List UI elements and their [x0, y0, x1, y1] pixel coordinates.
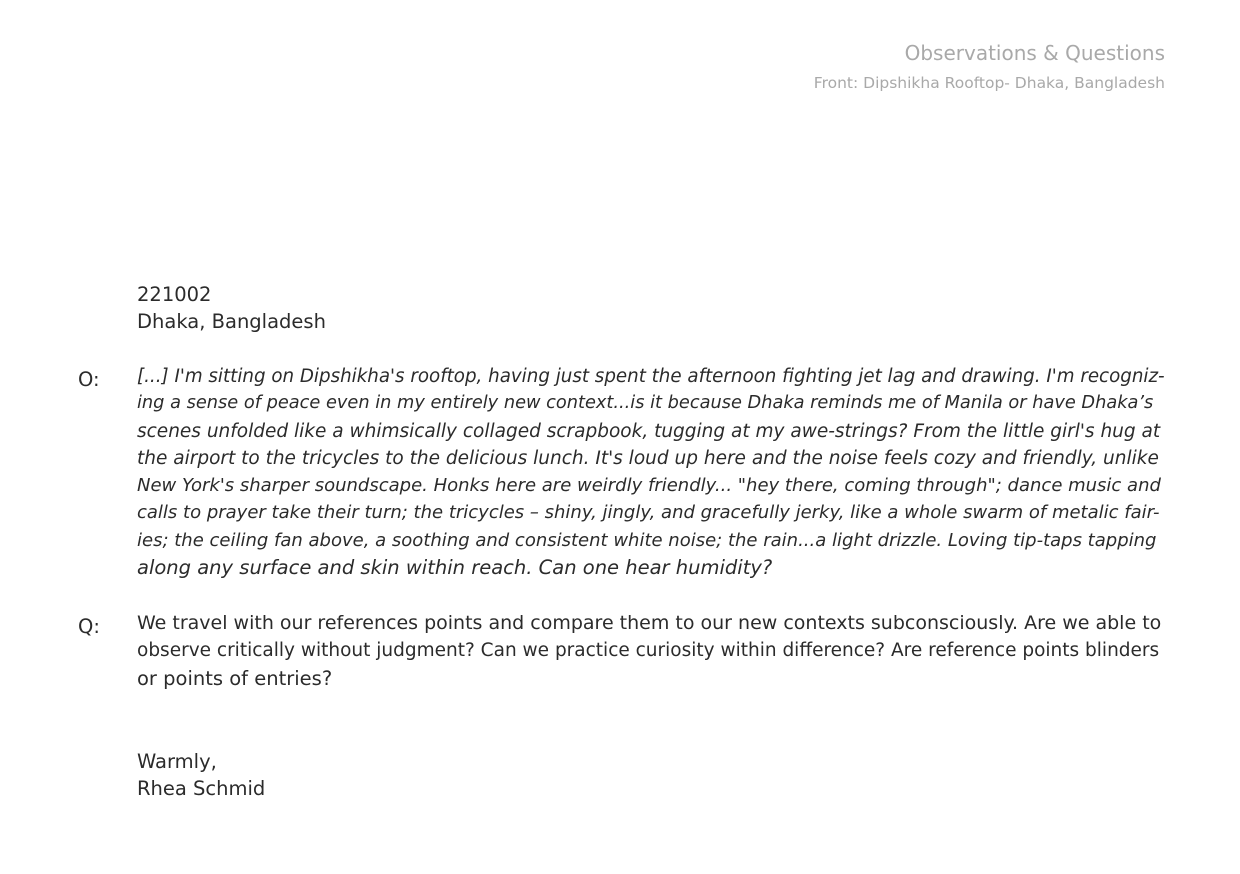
header-title: Observations & Questions: [904, 41, 1165, 65]
signoff-name: Rhea Schmid: [137, 777, 266, 801]
observation-line: ies; the ceiling fan above, a soothing and consistent white noise; the rain...a light drizzle. Loving tip-taps tapping: [137, 529, 1157, 551]
question-line: observe critically without judgment? Can we practice curiosity within difference? Are reference points blinders: [137, 640, 1160, 662]
observation-marker: O:: [78, 368, 100, 391]
observation-line: [...] I'm sitting on Dipshikha's rooftop, having just spent the afternoon fighting jet lag and drawing. I'm recogniz-: [137, 366, 1165, 387]
question-line: We travel with our references points and compare them to our new contexts subconsciously. Are we able to: [137, 612, 1162, 634]
observation-line: scenes unfolded like a whimsically collaged scrapbook, tugging at my awe-strings? From the little girl's hug at: [137, 420, 1161, 442]
date-code: 221002: [137, 283, 212, 306]
question-text: [137, 610, 1165, 692]
page-header: [814, 40, 1165, 100]
header-subtitle: Front: Dipshikha Rooftop- Dhaka, Bangladesh: [813, 74, 1165, 92]
observation-line: the airport to the tricycles to the delicious lunch. It's loud up here and the noise feels cozy and friendly, unlike: [137, 447, 1159, 469]
observation-line: calls to prayer take their turn; the tricycles – shiny, jingly, and gracefully jerky, like a whole swarm of metalic fair-: [137, 502, 1160, 524]
observation-line: along any surface and skin within reach. Can one hear humidity?: [137, 556, 773, 580]
dateline: [137, 281, 326, 336]
observation-line: New York's sharper soundscape. Honks here are weirdly friendly... "hey there, coming through"; dance music and: [137, 475, 1161, 497]
signoff: [137, 748, 265, 803]
observation-text: [137, 363, 1165, 581]
observation-line: ing a sense of peace even in my entirely new context...is it because Dhaka reminds me of Manila or have Dhaka’s: [137, 393, 1154, 414]
signoff-closing: Warmly,: [137, 750, 217, 773]
question-line: or points of entries?: [137, 666, 333, 690]
date-location: Dhaka, Bangladesh: [137, 310, 326, 334]
question-marker: Q:: [78, 615, 100, 638]
